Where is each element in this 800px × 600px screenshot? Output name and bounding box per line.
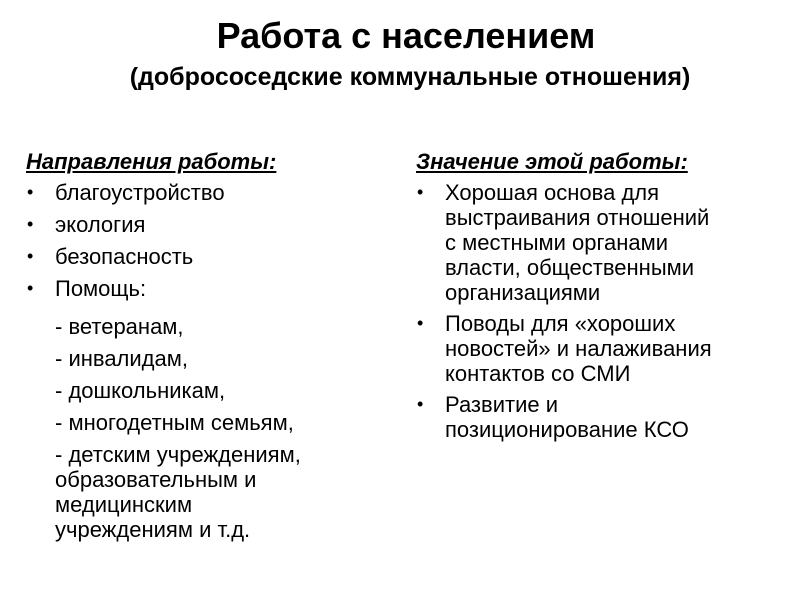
- line: с местными органами: [445, 230, 669, 255]
- line: - детским учреждениям,: [55, 442, 301, 467]
- line: • Поводы для «хороших: [445, 311, 676, 336]
- list-item: • Помощь:: [26, 276, 386, 301]
- list-item: [416, 311, 786, 386]
- sub-list-item-multiline: [26, 442, 386, 542]
- list-item: • безопасность: [26, 244, 386, 269]
- line: новостей» и налаживания: [445, 336, 712, 361]
- right-column-heading: Значение этой работы:: [416, 149, 688, 174]
- title-main: Работа с населением: [216, 15, 596, 56]
- line: медицинским: [55, 492, 193, 517]
- right-column: [416, 148, 786, 448]
- list-item: [416, 392, 786, 442]
- list-item: • экология: [26, 212, 386, 237]
- left-column: [26, 148, 386, 549]
- line: контактов со СМИ: [445, 361, 631, 386]
- right-bullet-list: [416, 180, 786, 442]
- line: • Хорошая основа для: [445, 180, 660, 205]
- sub-list-item: - ветеранам,: [55, 314, 184, 339]
- sub-list-item: - многодетным семьям,: [55, 410, 294, 435]
- line: выстраивания отношений: [445, 205, 710, 230]
- left-column-heading: Направления работы:: [26, 149, 277, 174]
- left-bullet-list: [26, 180, 386, 542]
- sub-list-item: - дошкольникам,: [55, 378, 226, 403]
- slide-title: [0, 14, 800, 94]
- line: образовательным и: [55, 467, 257, 492]
- list-item: [416, 180, 786, 305]
- sub-list-item: - инвалидам,: [55, 346, 188, 371]
- line: власти, общественными: [445, 255, 695, 280]
- line: позиционирование КСО: [445, 417, 689, 442]
- line: организациями: [445, 280, 601, 305]
- title-subtitle: (добрососедские коммунальные отношения): [129, 63, 691, 91]
- line: учреждениям и т.д.: [55, 517, 251, 542]
- line: • Развитие и: [445, 392, 558, 417]
- list-item: • благоустройство: [26, 180, 386, 205]
